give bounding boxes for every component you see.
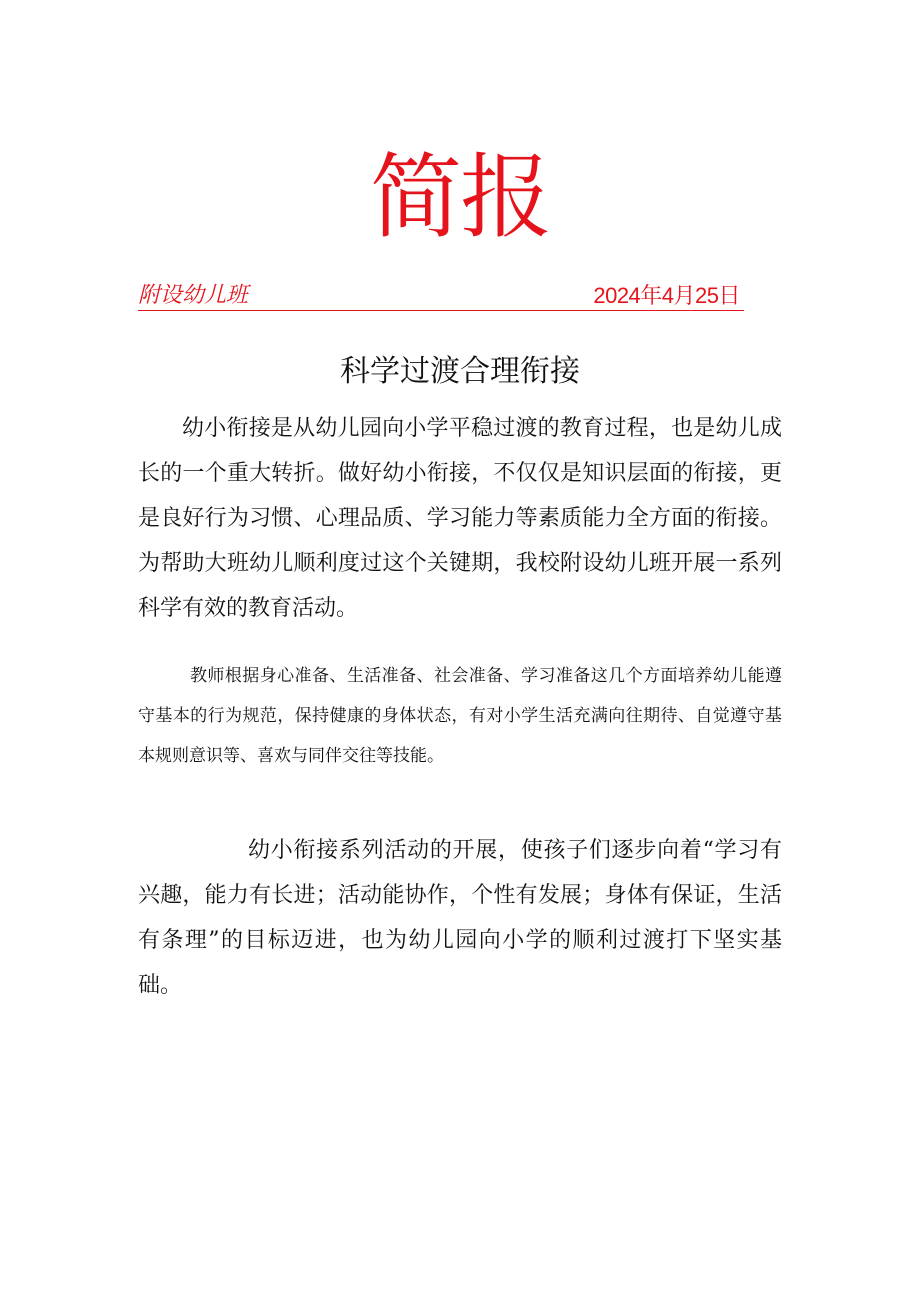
dateline: [138, 282, 744, 311]
paragraph-intro: 幼小衔接是从幼儿园向小学平稳过渡的教育过程，也是幼儿成长的一个重大转折。做好幼小衔接，不仅仅是知识层面的衔接，更是良好行为习惯、心理品质、学习能力等素质能力全方面的衔接。为帮助大班幼儿顺利度过这个关键期，我校附设幼儿班开展一系列科学有效的教育活动。: [138, 416, 782, 621]
issue-date: 2024年4月25日: [593, 283, 740, 308]
paragraph-conclusion: 幼小衔接系列活动的开展，使孩子们逐步向着“学习有兴趣，能力有长进；活动能协作，个性有发展；身体有保证，生活有条理”的目标迈进，也为幼儿园向小学的顺利过渡打下坚实基础。: [138, 838, 782, 998]
paragraph-teachers: 教师根据身心准备、生活准备、社会准备、学习准备这几个方面培养幼儿能遵守基本的行为规范，保持健康的身体状态，有对小学生活充满向往期待、自觉遵守基本规则意识等、喜欢与同伴交往等技能。: [138, 666, 782, 766]
article-title: 科学过渡合理衔接: [340, 354, 580, 389]
organization-name: 附设幼儿班: [138, 283, 249, 308]
masthead-title: 简报: [369, 144, 550, 251]
